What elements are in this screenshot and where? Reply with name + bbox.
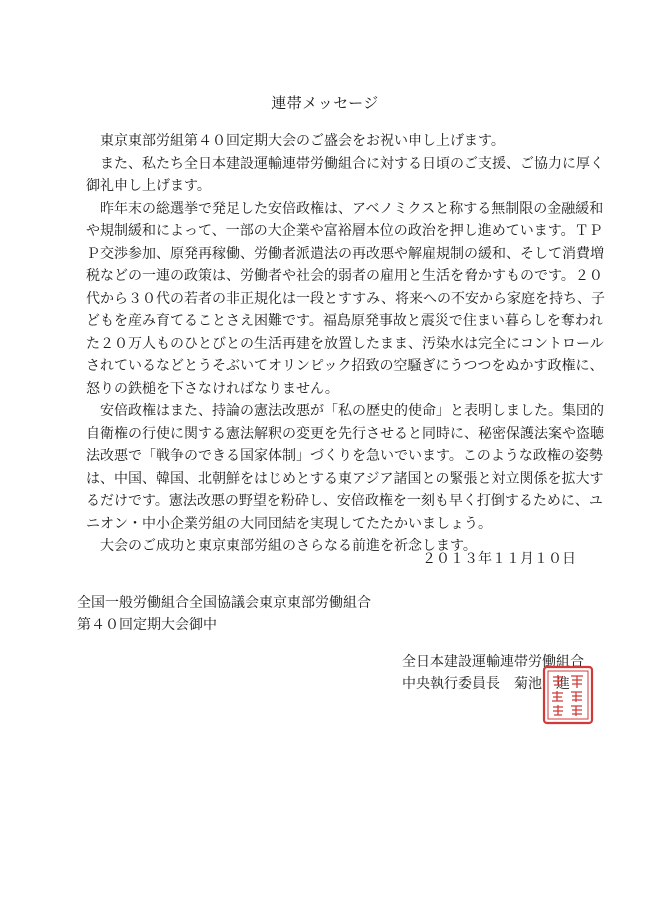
- body-paragraph: [86, 400, 604, 535]
- letter-date: ２０１３年１１月１０日: [422, 551, 576, 567]
- sender-organization: 全日本建設運輸連帯労働組合: [402, 654, 584, 670]
- body-text-line: 御礼申し上げます。: [86, 178, 211, 194]
- letter-body: [86, 130, 605, 558]
- body-text-line: 大会のご成功と東京東部労組のさらなる前進を祈念します。: [100, 538, 477, 554]
- sender-position-name: 中央執行委員長 菊池 進: [402, 676, 570, 692]
- body-text-line: 税などの一連の政策は、労働者や社会的弱者の雇用と生活を脅かすものです。２０: [86, 268, 603, 284]
- body-paragraph: [86, 130, 586, 153]
- body-paragraph: [86, 198, 605, 401]
- body-text-line: るだけです。憲法改悪の野望を粉砕し、安倍政権を一刻も早く打倒するために、ユ: [86, 493, 603, 509]
- letter-title: 連帯メッセージ: [271, 94, 379, 112]
- body-text-line: Ｐ交渉参加、原発再稼働、労働者派遣法の再改悪や解雇規制の緩和、そして消費増: [86, 245, 604, 262]
- addressee-union: 全国一般労働組合全国協議会東京東部労働組合: [77, 595, 371, 611]
- body-text-line: どもを産み育てることさえ困難です。福島原発事故と震災で住まい暮らしを奪われ: [86, 313, 603, 329]
- body-text-line: 東京東部労組第４０回定期大会のご盛会をお祝い申し上げます。: [100, 133, 505, 149]
- body-text-line: また、私たち全日本建設運輸連帯労働組合に対する日頃のご支援、ご協力に厚く: [100, 155, 604, 172]
- body-text-line: や規制緩和によって、一部の大企業や富裕層本位の政治を押し進めています。ＴＰ: [86, 223, 603, 239]
- body-paragraph: [86, 153, 604, 198]
- red-seal-stamp-icon: [538, 663, 598, 727]
- addressee-block: [77, 592, 371, 636]
- body-text-line: は、中国、韓国、北朝鮮をはじめとする東アジア諸国との緊張と対立関係を拡大す: [86, 470, 604, 487]
- body-text-line: 代から３０代の若者の非正規化は一段とすすみ、将来への不安から家庭を持ち、子: [86, 290, 605, 307]
- body-text-line: 怒りの鉄槌を下さなければなりません。: [86, 380, 339, 397]
- body-text-line: ニオン・中小企業労組の大同団結を実現してたたかいましょう。: [86, 515, 492, 532]
- body-text-line: た２０万人ものひとびとの生活再建を放置したまま、汚染水は完全にコントロール: [86, 335, 604, 352]
- body-text-line: されているなどとうそぶいてオリンピック招致の空騒ぎにうつつをぬかす政権に、: [86, 358, 604, 374]
- body-text-line: 自衛権の行使に関する憲法解釈の変更を先行させると同時に、秘密保護法案や盗聴: [86, 425, 604, 442]
- body-text-line: 法改悪で「戦争のできる国家体制」づくりを急いでいます。このような政権の姿勢: [86, 448, 603, 464]
- body-text-line: 安倍政権はまた、持論の憲法改悪が「私の歴史的使命」と表明しました。集団的: [100, 403, 604, 419]
- addressee-event: 第４０回定期大会御中: [77, 617, 217, 633]
- body-text-line: 昨年末の総選挙で発足した安倍政権は、アベノミクスと称する無制限の金融緩和: [100, 200, 604, 217]
